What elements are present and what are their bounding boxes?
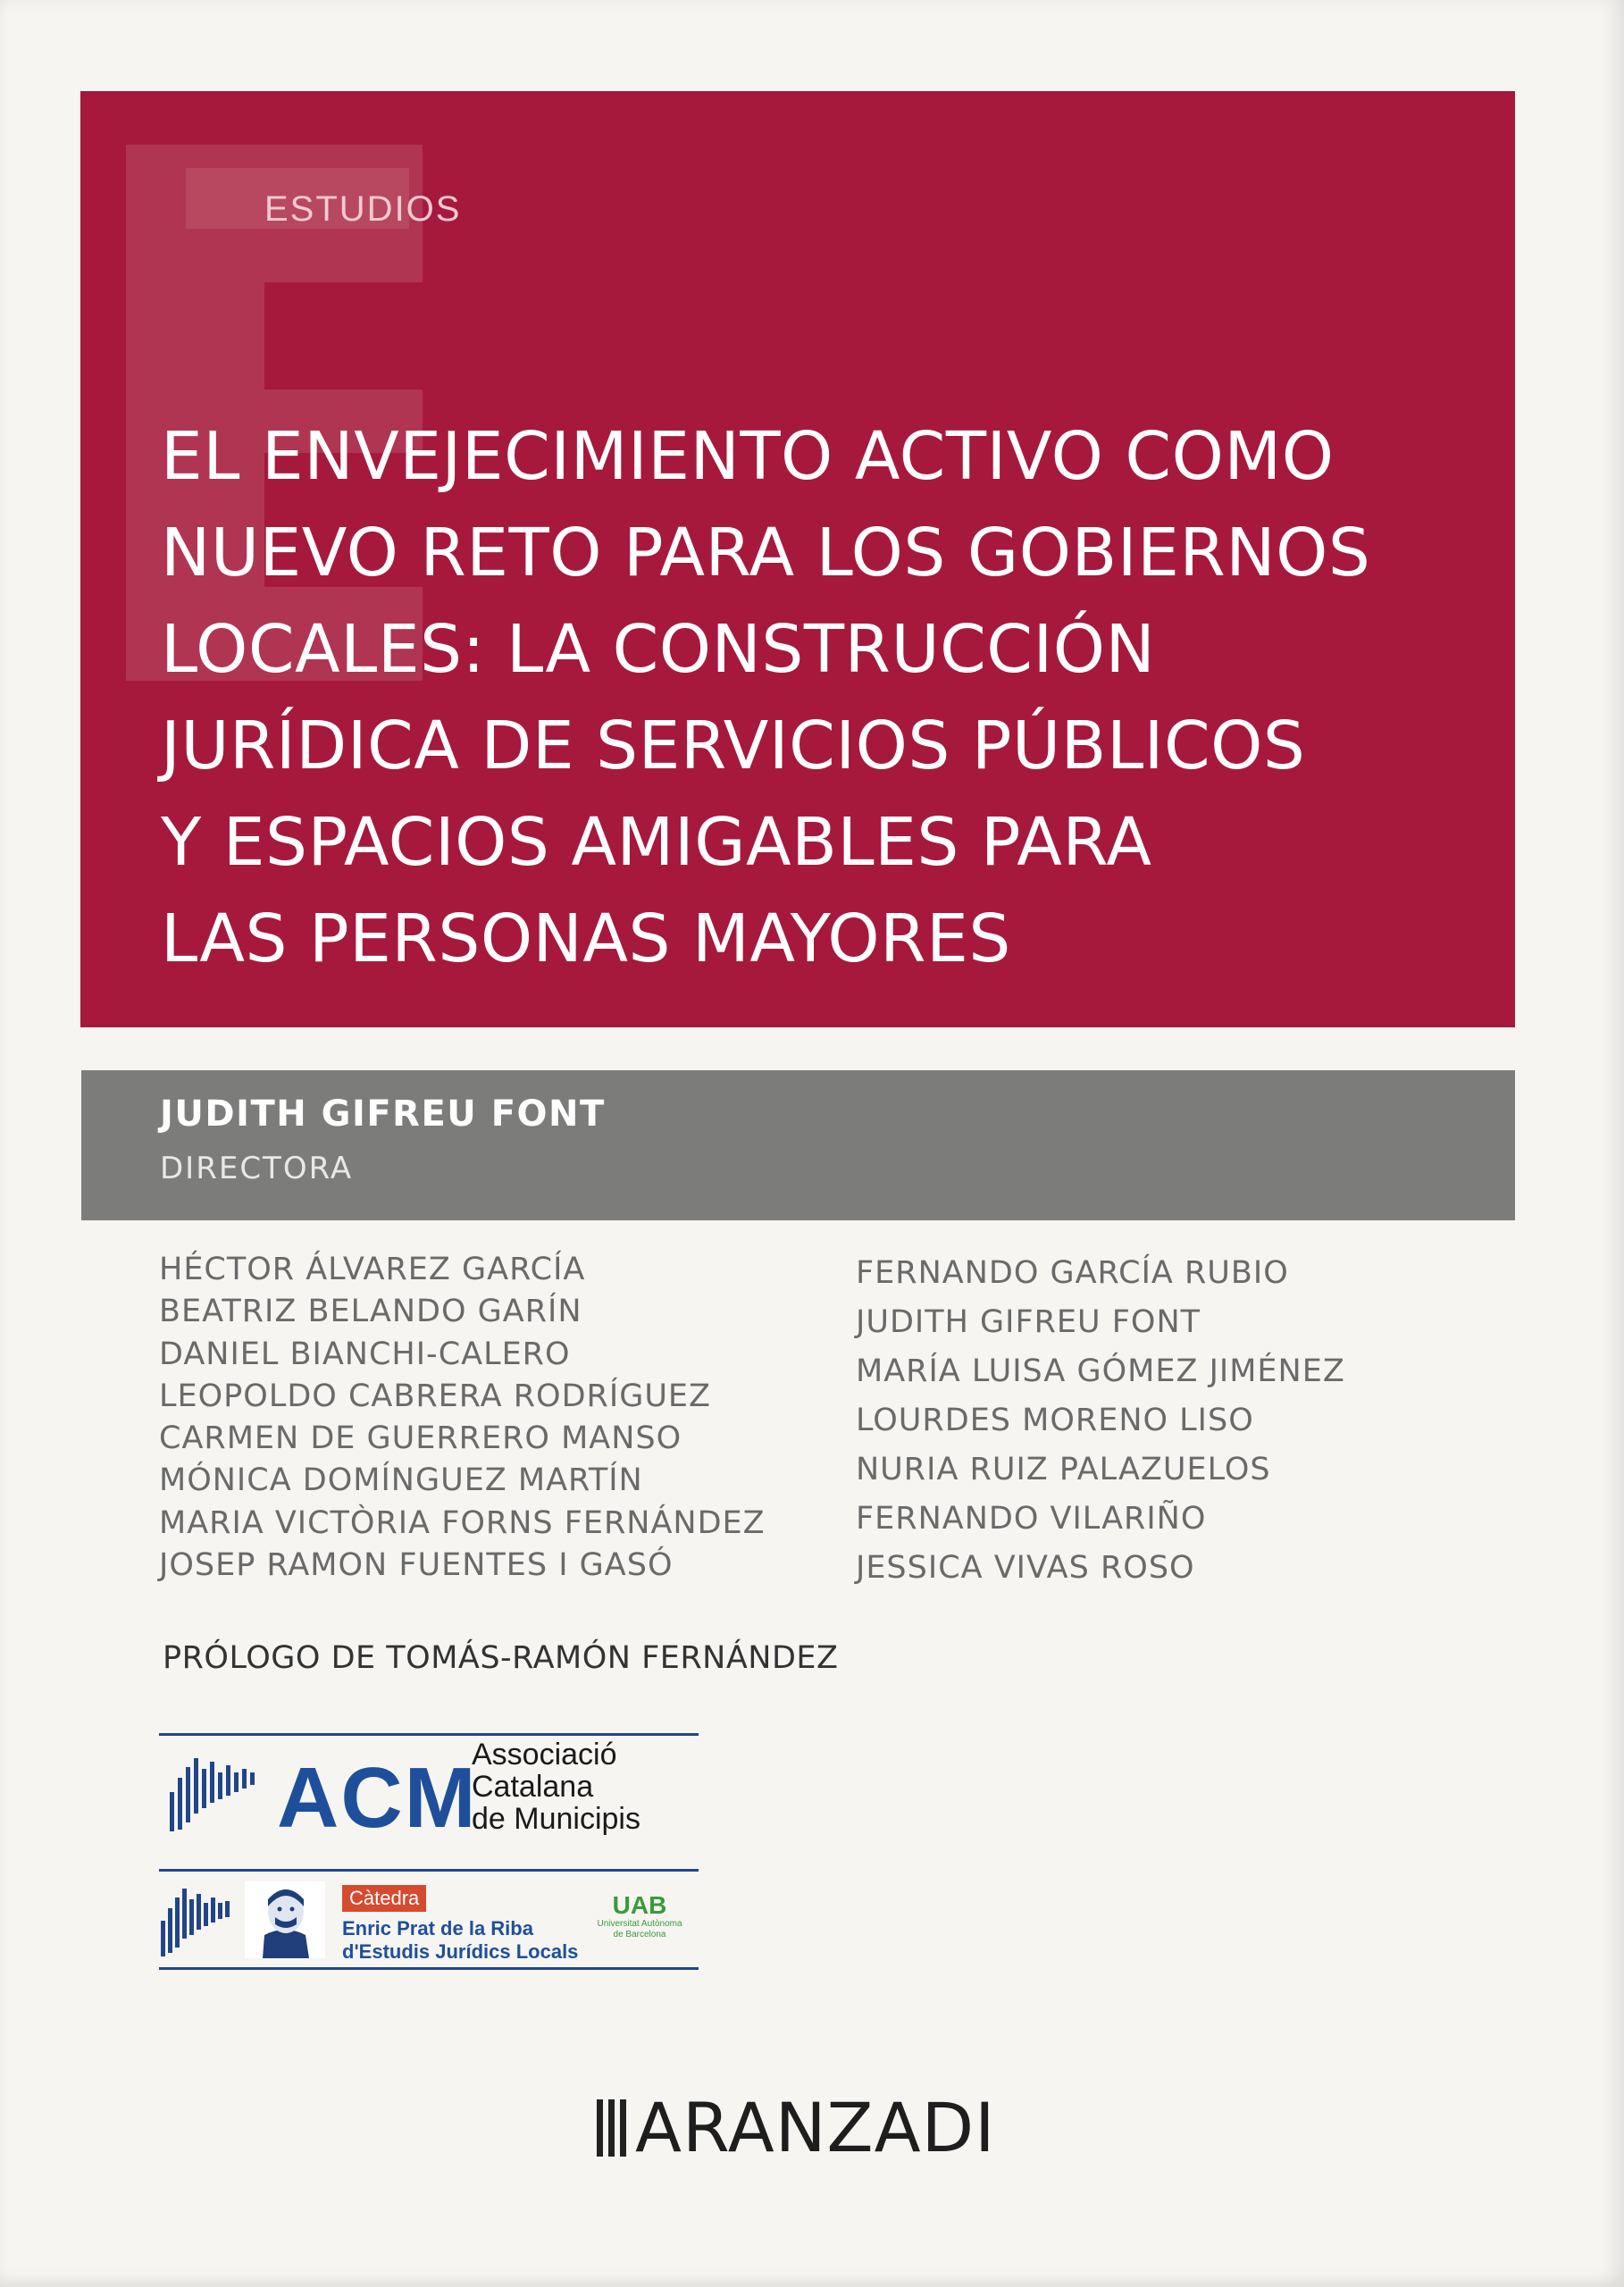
title-line: NUEVO RETO PARA LOS GOBIERNOS bbox=[161, 515, 1371, 591]
author-name: JUDITH GIFREU FONT bbox=[856, 1304, 1201, 1340]
acm-sound-wave-icon bbox=[166, 1742, 264, 1840]
prologue-credit: PRÓLOGO DE TOMÁS-RAMÓN FERNÁNDEZ bbox=[163, 1640, 839, 1676]
author-name: BEATRIZ BELANDO GARÍN bbox=[159, 1294, 582, 1330]
author-name: LOURDES MORENO LISO bbox=[856, 1403, 1254, 1438]
catedra-tag: Càtedra bbox=[342, 1885, 426, 1912]
title-line: EL ENVEJECIMIENTO ACTIVO COMO bbox=[161, 418, 1335, 495]
author-name: DANIEL BIANCHI-CALERO bbox=[159, 1336, 571, 1372]
catedra-sound-wave-icon bbox=[159, 1878, 234, 1958]
series-label: ESTUDIOS bbox=[264, 189, 462, 229]
book-title bbox=[161, 408, 1501, 987]
authors-list-right bbox=[856, 1249, 1345, 1593]
uab-mark: UAB bbox=[612, 1891, 667, 1919]
author-name: JESSICA VIVAS ROSO bbox=[856, 1550, 1195, 1586]
author-name: LEOPOLDO CABRERA RODRÍGUEZ bbox=[159, 1378, 712, 1414]
prat-de-la-riba-portrait-icon bbox=[245, 1881, 325, 1958]
acm-acronym: ACM bbox=[277, 1750, 478, 1846]
acm-name-line: Associació bbox=[472, 1738, 617, 1772]
series-badge bbox=[186, 168, 462, 229]
author-name: JOSEP RAMON FUENTES I GASÓ bbox=[159, 1547, 674, 1584]
title-line: LOCALES: LA CONSTRUCCIÓN bbox=[161, 611, 1156, 688]
uab-subtitle-line: Universitat Autònoma bbox=[597, 1919, 682, 1929]
title-line: Y ESPACIOS AMIGABLES PARA bbox=[161, 804, 1152, 881]
logo-divider bbox=[159, 1869, 699, 1872]
title-line: LAS PERSONAS MAYORES bbox=[161, 901, 1011, 977]
author-name: MÓNICA DOMÍNGUEZ MARTÍN bbox=[159, 1462, 643, 1499]
author-name: HÉCTOR ÁLVAREZ GARCÍA bbox=[159, 1252, 586, 1287]
uab-logo bbox=[579, 1892, 700, 1940]
catedra-name-line: Enric Prat de la Riba bbox=[342, 1917, 533, 1939]
uab-subtitle-line: de Barcelona bbox=[613, 1930, 666, 1939]
authors-list-left bbox=[159, 1249, 766, 1587]
author-name: FERNANDO GARCÍA RUBIO bbox=[856, 1255, 1289, 1291]
director-name: JUDITH GIFREU FONT bbox=[160, 1093, 606, 1135]
author-name: MARIA VICTÒRIA FORNS FERNÁNDEZ bbox=[159, 1504, 766, 1541]
logo-divider bbox=[159, 1733, 699, 1736]
author-name: FERNANDO VILARIÑO bbox=[856, 1501, 1207, 1537]
director-band bbox=[81, 1070, 1515, 1220]
title-block bbox=[80, 91, 1515, 1027]
catedra-name-line: d'Estudis Jurídics Locals bbox=[342, 1940, 579, 1963]
acm-full-name bbox=[472, 1738, 640, 1835]
acm-name-line: de Municipis bbox=[472, 1802, 640, 1836]
author-name: CARMEN DE GUERRERO MANSO bbox=[159, 1420, 682, 1457]
author-name: MARÍA LUISA GÓMEZ JIMÉNEZ bbox=[856, 1353, 1345, 1389]
acm-name-line: Catalana bbox=[472, 1770, 594, 1804]
publisher-name: ARANZADI bbox=[635, 2088, 996, 2167]
aranzadi-bars-icon bbox=[597, 2099, 626, 2157]
title-line: JURÍDICA DE SERVICIOS PÚBLICOS bbox=[161, 708, 1306, 784]
author-name: NURIA RUIZ PALAZUELOS bbox=[856, 1452, 1271, 1487]
director-role: DIRECTORA bbox=[160, 1151, 354, 1186]
logo-divider bbox=[159, 1967, 699, 1970]
publisher-logo bbox=[597, 2088, 996, 2167]
catedra-name bbox=[342, 1917, 578, 1964]
